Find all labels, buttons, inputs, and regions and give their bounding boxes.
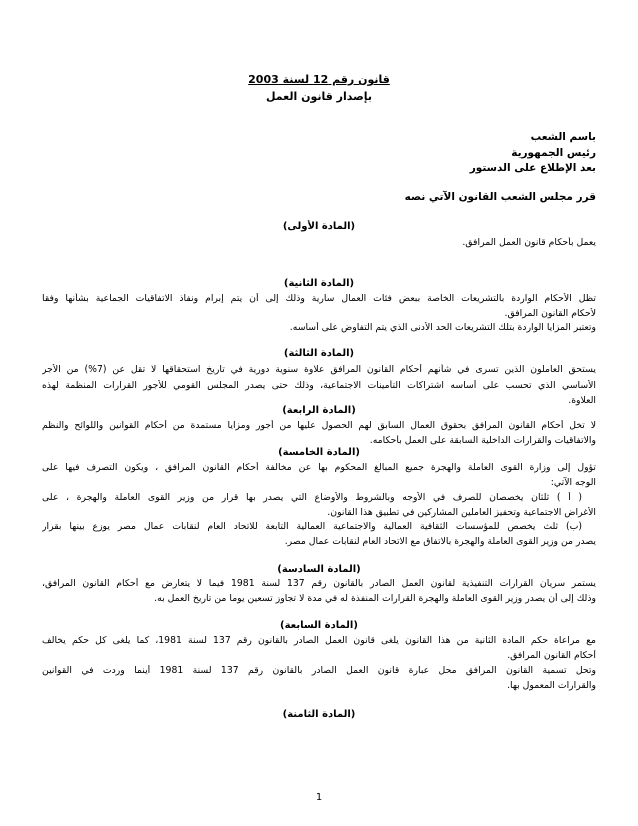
article-7-line-2: أحكام القانون المرافق.: [507, 650, 596, 661]
preamble-line-1: باسم الشعب: [530, 131, 596, 143]
article-7-line-1: مع مراعاة حكم المادة الثانية من هذا القانون يلغى قانون العمل الصادر بالقانون رقم 137 لسنة 1981، كما يلغى كل حكم يخالف: [42, 635, 596, 646]
article-5-line-6: يصدر من وزير القوى العاملة والهجرة بالاتفاق مع الاتحاد العام لنقابات عمال مصر.: [284, 536, 596, 547]
article-7-line-3: وتحل تسمية القانون المرافق محل عبارة قانون العمل الصادر بالقانون رقم 137 لسنة 1981 أينما وردت في القوانين: [42, 665, 596, 676]
article-3-line-1: يستحق العاملون الذين تسرى في شأنهم أحكام القانون المرافق علاوة سنوية دورية في تاريخ استحقاقها لا تقل عن (7%) من الأجر: [42, 364, 596, 375]
page-number: 1: [315, 792, 323, 803]
preamble-line-2: رئيس الجمهورية: [511, 147, 596, 159]
article-3-line-2: الأساسي الذي تحسب على أساسه اشتراكات التأمينات الاجتماعية، وذلك حتى يصدر المجلس القومي للأجور القرارات المنظمة لهذه: [42, 380, 596, 391]
article-5-line-1: تؤول إلى وزارة القوى العاملة والهجرة جميع المبالغ المحكوم بها عن مخالفة أحكام القانون المرافق ، ويكون التصرف فيها على: [42, 462, 596, 473]
article-6-line-2: وذلك إلى أن يصدر وزير القوى العاملة والهجرة القرارات المنفذة له في مدة لا تجاوز تسعين يوما من تاريخ العمل به.: [154, 593, 596, 604]
article-2-heading: (المادة الثانية): [283, 278, 355, 289]
article-2-line-3: وتعتبر المزايا الواردة بتلك التشريعات الحد الأدنى الذي يتم التفاوض على أساسه.: [289, 322, 596, 333]
article-5-line-4: الأغراض الاجتماعية وتحفيز العاملين المشاركين في تطبيق هذا القانون.: [327, 507, 596, 518]
article-5-heading: (المادة الخامسة): [278, 447, 360, 458]
article-5-line-3: ( أ ) ثلثان يخصصان للصرف في الأوجه وبالشروط والأوضاع التي يصدر بها قرار من وزير القوى العاملة والهجرة ، على: [42, 492, 582, 503]
article-3-line-3: العلاوة.: [568, 395, 596, 406]
article-3-heading: (المادة الثالثة): [283, 348, 355, 359]
article-4-heading: (المادة الرابعة): [282, 405, 356, 416]
article-4-line-1: لا تخل أحكام القانون المرافق بحقوق العمال السابق لهم الحصول عليها من أجور ومزايا مستمدة من أحكام القوانين واللوائح والنظم: [42, 420, 596, 431]
article-2-line-2: لأحكام القانون المرافق.: [504, 308, 596, 319]
law-subtitle: بإصدار قانون العمل: [265, 90, 373, 103]
article-5-line-5: (ب) ثلث يخصص للمؤسسات الثقافية العمالية والاجتماعية العمالية التابعة للاتحاد العام لنقابات عمال مصر يوزع بينها بقرار: [42, 521, 582, 532]
article-6-line-1: يستمر سريان القرارات التنفيذية لقانون العمل الصادر بالقانون رقم 137 لسنة 1981 فيما لا يتعارض مع أحكام القانون المرافق،: [42, 578, 596, 589]
article-4-line-2: والاتفاقيات والقرارات الداخلية السابقة على العمل بأحكامه.: [369, 435, 596, 446]
article-5-line-2: الوجه الآتي:: [550, 477, 596, 488]
article-1-heading: (المادة الأولى): [282, 221, 356, 232]
article-7-heading: (المادة السابعة): [280, 620, 358, 631]
law-title: قانون رقم 12 لسنة 2003: [248, 73, 390, 86]
article-1-line-1: يعمل بأحكام قانون العمل المرافق.: [462, 237, 596, 248]
article-8-heading: (المادة الثامنة): [282, 709, 356, 720]
article-2-line-1: تظل الأحكام الواردة بالتشريعات الخاصة ببعض فئات العمال سارية وذلك إلى أن يتم إبرام ونفاذ الاتفاقيات الجماعية بشأنها وفقا: [42, 293, 596, 304]
article-6-heading: (المادة السادسة): [277, 564, 361, 575]
preamble-line-3: بعد الإطلاع على الدستور: [469, 162, 596, 174]
decree-line: قرر مجلس الشعب القانون الآتي نصه: [404, 191, 596, 203]
article-7-line-4: والقرارات المعمول بها.: [507, 680, 596, 691]
